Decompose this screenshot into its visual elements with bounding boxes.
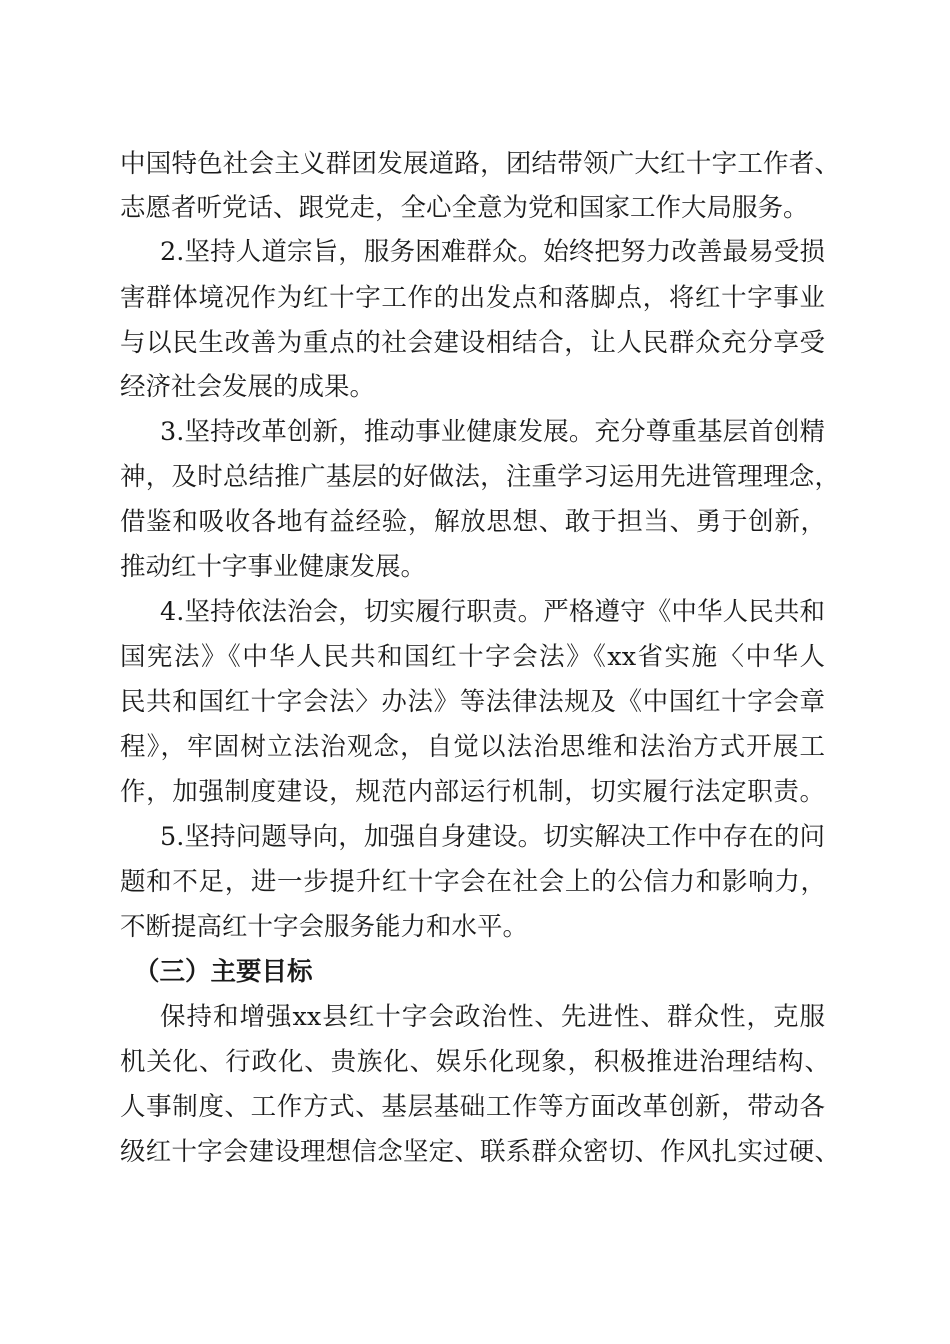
line-text: 害群体境况作为红十字工作的出发点和落脚点，将红十字事业: [120, 283, 825, 313]
text-line: [0, 995, 950, 1039]
text-line: [0, 770, 950, 814]
text-line: [0, 860, 950, 904]
line-text: 人事制度、工作方式、基层基础工作等方面改革创新，带动各: [120, 1092, 825, 1122]
text-line: [0, 590, 950, 634]
text-line: [0, 321, 950, 365]
text-line: [0, 276, 950, 320]
line-text: 题和不足，进一步提升红十字会在社会上的公信力和影响力，: [120, 867, 826, 897]
line-text: 国宪法》《中华人民共和国红十字会法》《xx省实施〈中华人: [120, 642, 825, 672]
text-line: [0, 635, 950, 679]
text-line: [0, 1040, 950, 1084]
line-text: 借鉴和吸收各地有益经验，解放思想、敢于担当、勇于创新，: [120, 507, 826, 537]
line-text: 5.坚持问题导向，加强自身建设。切实解决工作中存在的问: [160, 822, 825, 852]
text-line: [0, 365, 950, 409]
heading-text: （三）主要目标: [134, 957, 313, 987]
text-line: [0, 142, 950, 186]
line-text: 民共和国红十字会法〉办法》等法律法规及《中国红十字会章: [120, 687, 825, 717]
line-text: 3.坚持改革创新，推动事业健康发展。充分尊重基层首创精: [160, 417, 825, 447]
text-line: [0, 545, 950, 589]
text-line: [0, 186, 950, 230]
text-line: [0, 410, 950, 454]
text-line: [0, 1130, 950, 1174]
line-text: 2.坚持人道宗旨，服务困难群众。始终把努力改善最易受损: [160, 237, 825, 267]
text-line: [0, 680, 950, 724]
line-text: 机关化、行政化、贵族化、娱乐化现象，积极推进治理结构、: [120, 1047, 830, 1077]
text-line: [0, 725, 950, 769]
line-text: 级红十字会建设理想信念坚定、联系群众密切、作风扎实过硬、: [120, 1137, 840, 1167]
line-text: 程》，牢固树立法治观念，自觉以法治思维和法治方式开展工: [120, 732, 825, 762]
line-text: 保持和增强xx县红十字会政治性、先进性、群众性，克服: [160, 1002, 825, 1032]
line-text: 推动红十字事业健康发展。: [120, 552, 427, 582]
line-text: 中国特色社会主义群团发展道路，团结带领广大红十字工作者、: [120, 149, 840, 179]
section-heading: [0, 950, 950, 994]
line-text: 经济社会发展的成果。: [120, 372, 376, 402]
text-line: [0, 230, 950, 274]
line-text: 作，加强制度建设，规范内部运行机制，切实履行法定职责。: [120, 777, 825, 807]
text-line: [0, 455, 950, 499]
text-line: [0, 1085, 950, 1129]
line-text: 志愿者听党话、跟党走，全心全意为党和国家工作大局服务。: [120, 193, 809, 223]
text-line: [0, 815, 950, 859]
text-line: [0, 905, 950, 949]
text-line: [0, 500, 950, 544]
line-text: 不断提高红十字会服务能力和水平。: [120, 912, 529, 942]
line-text: 神，及时总结推广基层的好做法，注重学习运用先进管理理念，: [120, 462, 840, 492]
line-text: 与以民生改善为重点的社会建设相结合，让人民群众充分享受: [120, 328, 825, 358]
line-text: 4.坚持依法治会，切实履行职责。严格遵守《中华人民共和: [160, 597, 825, 627]
